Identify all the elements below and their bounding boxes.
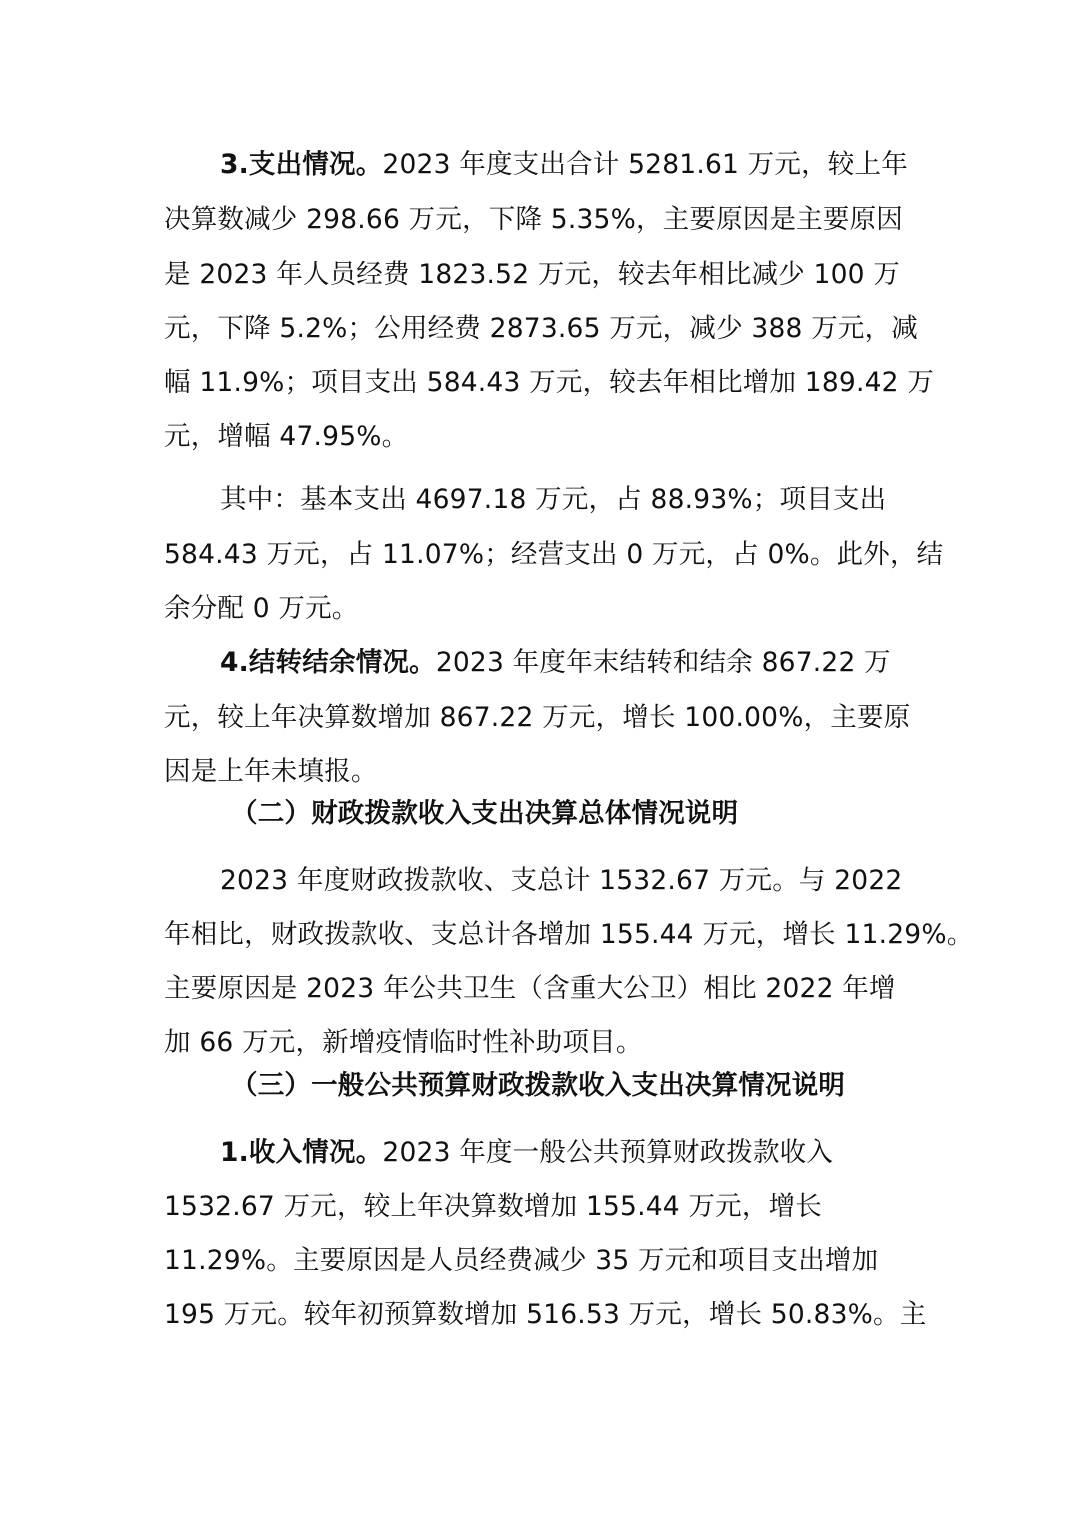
expenditure-paragraph-line-1 [220, 145, 924, 185]
section-heading-three: （三）一般公共预算财政拨款收入支出决算情况说明 [231, 1070, 846, 1101]
fiscal-total-paragraph-line-3: 主要原因是 2023 年公共卫生（含重大公卫）相比 2022 年增 [164, 973, 896, 1004]
section-heading-two: （二）财政拨款收入支出决算总体情况说明 [231, 798, 739, 829]
expenditure-paragraph-line-6: 元，增幅 47.95%。 [164, 421, 409, 452]
income-lead: 1.收入情况。 [220, 1137, 383, 1168]
income-line-1-text: 2023 年度一般公共预算财政拨款收入 [382, 1137, 834, 1168]
breakdown-paragraph-line-1: 其中：基本支出 4697.18 万元，占 88.93%；项目支出 [220, 484, 887, 515]
income-paragraph-line-4: 195 万元。较年初预算数增加 516.53 万元，增长 50.83%。主 [164, 1299, 927, 1330]
expenditure-paragraph-line-4: 元，下降 5.2%；公用经费 2873.65 万元，减少 388 万元，减 [164, 313, 919, 344]
fiscal-total-paragraph-line-4: 加 66 万元，新增疫情临时性补助项目。 [164, 1027, 643, 1058]
fiscal-total-paragraph-line-2: 年相比，财政拨款收、支总计各增加 155.44 万元，增长 11.29%。 [164, 919, 974, 950]
expenditure-lead: 3.支出情况。 [220, 149, 383, 180]
income-paragraph-line-3: 11.29%。主要原因是人员经费减少 35 万元和项目支出增加 [164, 1245, 879, 1276]
income-paragraph-line-1 [220, 1133, 924, 1173]
carryover-paragraph-line-1 [220, 643, 924, 683]
carryover-line-1-text: 2023 年度年末结转和结余 867.22 万 [435, 647, 891, 678]
expenditure-paragraph-line-3: 是 2023 年人员经费 1823.52 万元，较去年相比减少 100 万 [164, 259, 901, 290]
carryover-lead: 4.结转结余情况。 [220, 647, 436, 678]
carryover-paragraph-line-2: 元，较上年决算数增加 867.22 万元，增长 100.00%，主要原 [164, 702, 911, 733]
breakdown-paragraph-line-2: 584.43 万元，占 11.07%；经营支出 0 万元，占 0%。此外，结 [164, 539, 944, 570]
income-paragraph-line-2: 1532.67 万元，较上年决算数增加 155.44 万元，增长 [164, 1191, 822, 1222]
carryover-paragraph-line-3: 因是上年未填报。 [164, 756, 378, 787]
breakdown-paragraph-line-3: 余分配 0 万元。 [164, 593, 359, 624]
expenditure-paragraph-line-2: 决算数减少 298.66 万元，下降 5.35%，主要原因是主要原因 [164, 204, 903, 235]
fiscal-total-paragraph-line-1: 2023 年度财政拨款收、支总计 1532.67 万元。与 2022 [220, 865, 903, 896]
expenditure-line-1-text: 2023 年度支出合计 5281.61 万元，较上年 [382, 149, 908, 180]
expenditure-paragraph-line-5: 幅 11.9%；项目支出 584.43 万元，较去年相比增加 189.42 万 [164, 367, 935, 398]
